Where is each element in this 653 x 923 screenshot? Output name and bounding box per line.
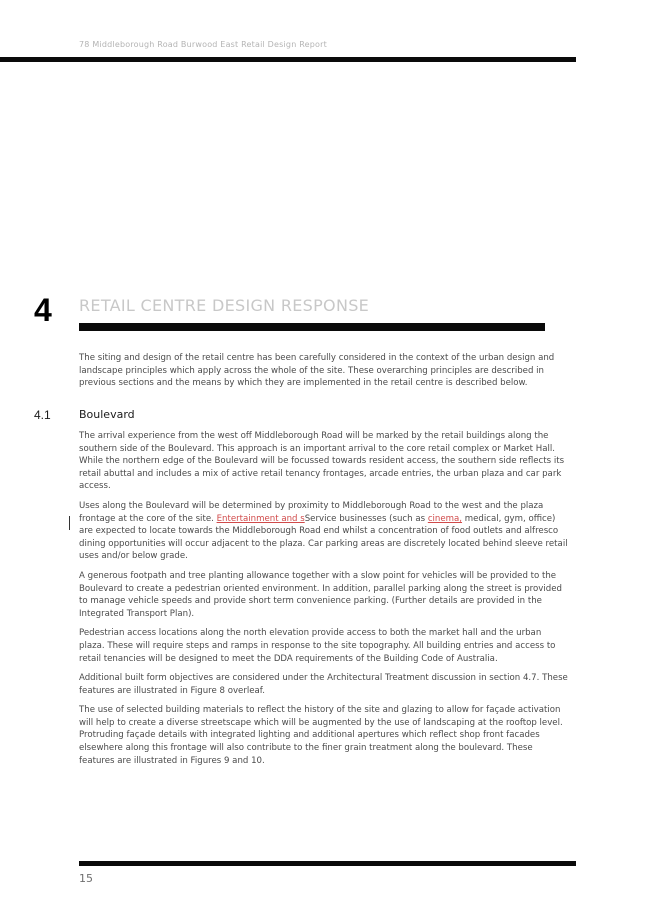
- top-rule: [0, 57, 576, 62]
- section-number: 4.1: [34, 408, 51, 422]
- paragraph-footpath: A generous footpath and tree planting allowance together with a slow point for vehicles will be provided to the Boulevard to create a pedestrian oriented environment. In addition, parallel parking along the street is provided to manage vehicle speeds and provide short term convenience parking. (Further details are provided in the Integrated Transport Plan).: [79, 570, 562, 619]
- intro-section: [79, 352, 565, 397]
- paragraph-pedestrian-access: Pedestrian access locations along the north elevation provide access to both the market hall and the urban plaza. These will require steps and ramps in response to the site topography. All building entries and access to retail tenancies will be designed to meet the DDA requirements of the Building Code of Australia.: [79, 628, 556, 664]
- bottom-rule: [79, 861, 576, 866]
- chapter-rule: [79, 323, 545, 331]
- entertainment-link[interactable]: Entertainment and s: [216, 513, 305, 524]
- chapter-number: 4: [34, 292, 52, 328]
- paragraph-uses: [79, 500, 569, 563]
- running-header: 78 Middleborough Road Burwood East Retail Design Report: [79, 40, 327, 49]
- revision-change-bar: [69, 516, 70, 530]
- section-title: Boulevard: [79, 408, 135, 421]
- paragraph-arrival: The arrival experience from the west off Middleborough Road will be marked by the retail buildings along the southern side of the Boulevard. This approach is an important arrival to the core retail complex or Market Hall. While the northern edge of the Boulevard will be focussed towards resident access, the southern side reflects its retail abuttal and includes a mix of active retail tenancy frontages, arcade entries, the urban plaza and car park access.: [79, 431, 565, 492]
- paragraph-built-form: Additional built form objectives are considered under the Architectural Treatment discussion in section 4.7. These features are illustrated in Figure 8 overleaf.: [79, 673, 568, 696]
- intro-paragraph: The siting and design of the retail centre has been carefully considered in the context of the urban design and landscape principles which apply across the whole of the site. These overarching principles are described in previous sections and the means by which they are implemented in the retail centre is described below.: [79, 353, 555, 389]
- section-body: [79, 430, 569, 774]
- cinema-link[interactable]: cinema,: [427, 513, 463, 524]
- page-number: 15: [79, 872, 93, 885]
- paragraph-uses-text-a: Uses along the Boulevard will be determined by proximity to Middleborough Road to the west and the plaza frontage at the core of the site.: [79, 500, 544, 524]
- paragraph-uses-text-c: medical, gym, office) are expected to locate towards the Middleborough Road end whilst a concentration of food outlets and alfresco dining opportunities will occur adjacent to the plaza. Car parking areas are discretely located behind sleeve retail uses and/or below grade.: [79, 513, 568, 562]
- paragraph-uses-text-b: Service businesses (such as: [304, 513, 428, 524]
- chapter-title: RETAIL CENTRE DESIGN RESPONSE: [79, 296, 370, 315]
- paragraph-materials: The use of selected building materials to reflect the history of the site and glazing to allow for façade activation will help to create a diverse streetscape which will be augmented by the use of landscaping at the rooftop level. Protruding façade details with integrated lighting and additional apertures which reflect shop front facades elsewhere along this frontage will also contribute to the finer grain treatment along the boulevard. These features are illustrated in Figures 9 and 10.: [79, 705, 563, 766]
